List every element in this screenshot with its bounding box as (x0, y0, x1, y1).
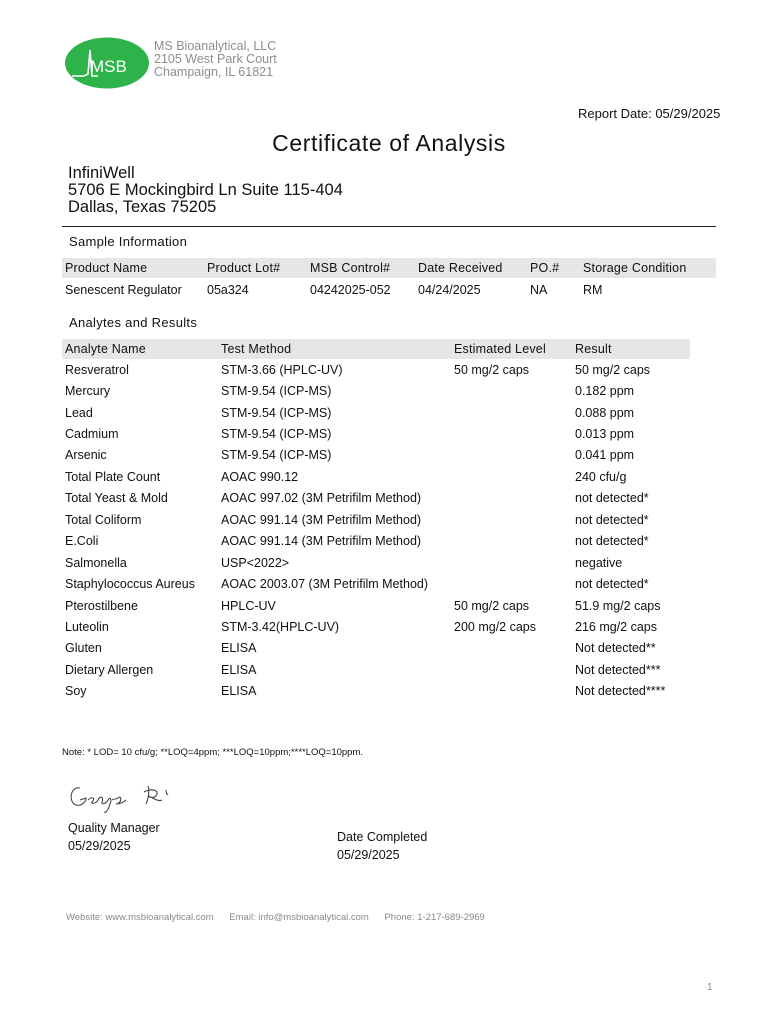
result: 240 cfu/g (575, 469, 627, 484)
result: Not detected**** (575, 684, 666, 699)
estimated-level (454, 380, 575, 401)
quality-manager-title: Quality Manager (68, 821, 160, 835)
table-row (62, 681, 690, 702)
sample-info-label: Sample Information (69, 234, 188, 249)
page-footer (66, 912, 498, 923)
result: 0.041 ppm (575, 448, 635, 463)
test-method: USP<2022> (221, 555, 290, 570)
product-lot: 05a324 (207, 282, 249, 297)
sample-row (62, 278, 716, 301)
header-date-received: Date Received (418, 258, 530, 278)
result: not detected* (575, 577, 649, 592)
analyte-name: Resveratrol (65, 362, 129, 377)
header-result: Result (575, 339, 690, 359)
test-method: STM-9.54 (ICP-MS) (221, 448, 332, 463)
test-method: HPLC-UV (221, 598, 276, 613)
result: Not detected*** (575, 662, 661, 677)
result: negative (575, 555, 623, 570)
table-row (62, 488, 690, 509)
analyte-name: Mercury (65, 384, 111, 399)
table-row (62, 402, 690, 423)
table-row (62, 423, 690, 444)
client-address-line1: 5706 E Mockingbird Ln Suite 115-404 (68, 181, 343, 199)
test-method: ELISA (221, 684, 257, 699)
msb-control: 04242025-052 (310, 282, 391, 297)
header-product-lot: Product Lot# (207, 258, 310, 278)
msb-logo (64, 36, 150, 90)
date-completed-title: Date Completed (337, 830, 428, 844)
test-method: AOAC 2003.07 (3M Petrifilm Method) (221, 577, 429, 592)
table-row (62, 573, 690, 594)
estimated-level (454, 638, 575, 659)
company-address-line1: 2105 West Park Court (154, 52, 277, 66)
test-method: STM-9.54 (ICP-MS) (221, 405, 332, 420)
document-title: Certificate of Analysis (272, 130, 506, 156)
table-row (62, 466, 690, 487)
estimated-level (454, 573, 575, 594)
estimated-level (454, 552, 575, 573)
sample-header-row (62, 258, 716, 278)
test-method: STM-3.42(HPLC-UV) (221, 619, 340, 634)
header-po: PO.# (530, 258, 583, 278)
header-estimated-level: Estimated Level (454, 339, 575, 359)
product-name: Senescent Regulator (65, 282, 182, 297)
analytes-table (62, 339, 690, 702)
result: 216 mg/2 caps (575, 619, 657, 634)
header-test-method: Test Method (221, 339, 454, 359)
analyte-name: Pterostilbene (65, 598, 138, 613)
header-product-name: Product Name (62, 258, 207, 278)
result: 0.182 ppm (575, 384, 635, 399)
analyte-name: Luteolin (65, 619, 109, 634)
analytes-label: Analytes and Results (69, 315, 198, 330)
estimated-level (454, 423, 575, 444)
analyte-name: Cadmium (65, 427, 119, 442)
header-analyte-name: Analyte Name (62, 339, 221, 359)
analyte-name: Arsenic (65, 448, 107, 463)
result: Not detected** (575, 641, 656, 656)
estimated-level: 50 mg/2 caps (454, 362, 530, 377)
table-row (62, 445, 690, 466)
logo-text: MSB (90, 57, 127, 76)
header-divider (62, 226, 716, 227)
sample-info-table (62, 258, 716, 301)
table-row (62, 359, 690, 380)
table-row (62, 659, 690, 680)
company-name: MS Bioanalytical, LLC (154, 39, 277, 53)
result: not detected* (575, 491, 649, 506)
footer-phone: Phone: 1-217-689-2969 (384, 912, 485, 923)
table-row (62, 595, 690, 616)
company-info (154, 40, 277, 79)
footer-website: Website: www.msbioanalytical.com (66, 912, 214, 923)
estimated-level: 200 mg/2 caps (454, 619, 536, 634)
test-method: ELISA (221, 641, 257, 656)
test-method: STM-9.54 (ICP-MS) (221, 427, 332, 442)
test-method: AOAC 991.14 (3M Petrifilm Method) (221, 534, 422, 549)
analyte-name: Salmonella (65, 555, 127, 570)
client-info (68, 165, 343, 216)
analyte-name: Lead (65, 405, 93, 420)
test-method: STM-3.66 (HPLC-UV) (221, 362, 343, 377)
estimated-level: 50 mg/2 caps (454, 598, 530, 613)
storage-condition: RM (583, 282, 603, 297)
date-received: 04/24/2025 (418, 282, 481, 297)
estimated-level (454, 659, 575, 680)
company-address-line2: Champaign, IL 61821 (154, 65, 274, 79)
estimated-level (454, 509, 575, 530)
analyte-name: Soy (65, 684, 87, 699)
table-row (62, 552, 690, 573)
footnote: Note: * LOD= 10 cfu/g; **LOQ=4ppm; ***LOQ=10ppm;****LOQ=10ppm. (62, 747, 364, 758)
estimated-level (454, 445, 575, 466)
client-address-line2: Dallas, Texas 75205 (68, 198, 217, 216)
estimated-level (454, 402, 575, 423)
result: not detected* (575, 534, 649, 549)
po-number: NA (530, 282, 548, 297)
table-row (62, 638, 690, 659)
table-row (62, 509, 690, 530)
analyte-name: Total Coliform (65, 512, 142, 527)
test-method: STM-9.54 (ICP-MS) (221, 384, 332, 399)
analyte-name: Staphylococcus Aureus (65, 577, 195, 592)
analyte-name: Total Yeast & Mold (65, 491, 168, 506)
result: 51.9 mg/2 caps (575, 598, 661, 613)
analytes-header-row (62, 339, 690, 359)
analyte-name: Total Plate Count (65, 469, 161, 484)
header-msb-control: MSB Control# (310, 258, 418, 278)
table-row (62, 531, 690, 552)
signature-image (66, 774, 176, 816)
test-method: AOAC 997.02 (3M Petrifilm Method) (221, 491, 422, 506)
test-method: AOAC 990.12 (221, 469, 299, 484)
test-method: ELISA (221, 662, 257, 677)
analyte-name: Dietary Allergen (65, 662, 154, 677)
estimated-level (454, 681, 575, 702)
analyte-name: E.Coli (65, 534, 99, 549)
date-completed-value: 05/29/2025 (337, 848, 400, 862)
estimated-level (454, 466, 575, 487)
quality-manager-date: 05/29/2025 (68, 839, 131, 853)
result: not detected* (575, 512, 649, 527)
footer-email: Email: info@msbioanalytical.com (229, 912, 369, 923)
estimated-level (454, 488, 575, 509)
result: 0.088 ppm (575, 405, 635, 420)
test-method: AOAC 991.14 (3M Petrifilm Method) (221, 512, 422, 527)
page-number: 1 (707, 982, 713, 993)
analyte-name: Gluten (65, 641, 102, 656)
table-row (62, 380, 690, 401)
estimated-level (454, 531, 575, 552)
header-storage-condition: Storage Condition (583, 258, 716, 278)
result: 0.013 ppm (575, 427, 635, 442)
table-row (62, 616, 690, 637)
client-name: InfiniWell (68, 164, 135, 182)
result: 50 mg/2 caps (575, 362, 651, 377)
report-date: Report Date: 05/29/2025 (578, 106, 721, 121)
